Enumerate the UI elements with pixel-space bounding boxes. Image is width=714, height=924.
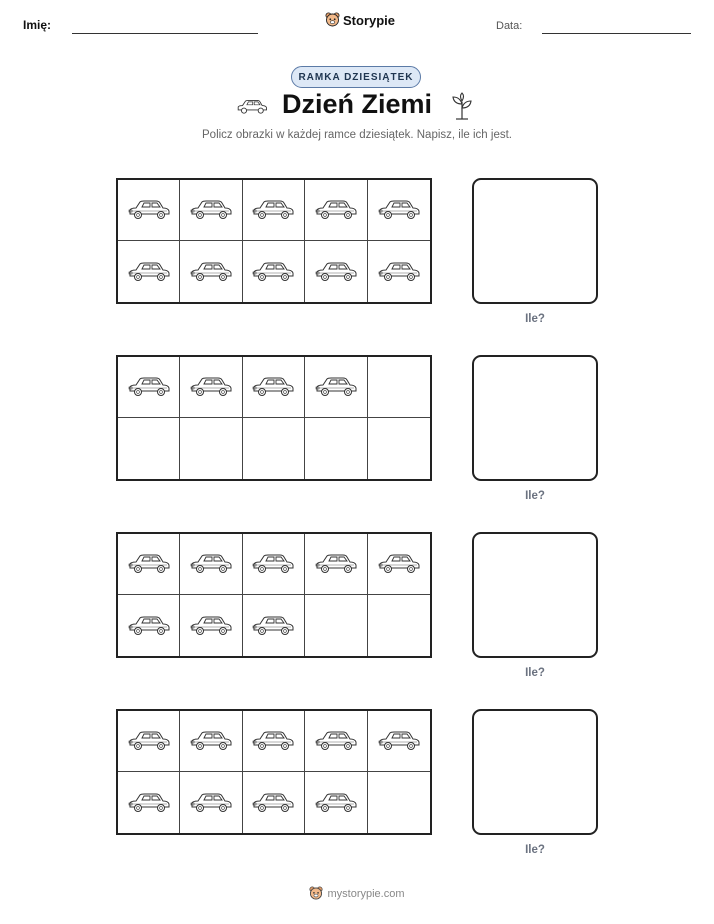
frame-cell: [305, 595, 367, 656]
car-icon: [314, 375, 358, 399]
question-label-2: Ile?: [525, 490, 545, 502]
frame-cell: [180, 711, 242, 772]
ten-frame-2: [116, 355, 432, 481]
answer-box-3[interactable]: [472, 532, 598, 658]
car-icon: [189, 552, 233, 576]
frame-cell: [368, 772, 430, 833]
car-icon: [251, 198, 295, 222]
footer-url: mystorypie.com: [327, 887, 405, 900]
car-icon: [314, 729, 358, 753]
car-icon: [127, 375, 171, 399]
frame-cell: [118, 772, 180, 833]
frame-cell: [305, 180, 367, 241]
car-icon: [127, 729, 171, 753]
car-icon: [314, 552, 358, 576]
date-field-line[interactable]: [542, 33, 691, 34]
answer-box-4[interactable]: [472, 709, 598, 835]
frame-cell: [243, 180, 305, 241]
frame-cell: [368, 534, 430, 595]
frame-cell: [118, 180, 180, 241]
frame-cell: [305, 534, 367, 595]
frame-cell: [180, 772, 242, 833]
car-icon: [251, 260, 295, 284]
frame-cell: [243, 534, 305, 595]
question-label-3: Ile?: [525, 667, 545, 679]
car-icon: [189, 198, 233, 222]
page-title: Dzień Ziemi: [281, 89, 433, 119]
bear-logo-icon: [325, 12, 340, 28]
frame-cell: [305, 418, 367, 479]
car-icon: [189, 614, 233, 638]
ten-frame-4: [116, 709, 432, 835]
car-icon: [377, 198, 421, 222]
frame-cell: [180, 418, 242, 479]
car-icon: [377, 729, 421, 753]
frame-cell: [243, 241, 305, 302]
frame-cell: [305, 772, 367, 833]
seedling-icon: [450, 92, 474, 120]
car-icon: [251, 552, 295, 576]
car-icon: [127, 260, 171, 284]
frame-cell: [368, 418, 430, 479]
frame-cell: [243, 357, 305, 418]
car-icon: [251, 791, 295, 815]
car-icon: [314, 260, 358, 284]
frame-cell: [118, 595, 180, 656]
car-icon: [127, 791, 171, 815]
car-icon: [189, 791, 233, 815]
frame-cell: [180, 241, 242, 302]
car-icon: [189, 375, 233, 399]
frame-cell: [368, 241, 430, 302]
car-icon: [189, 260, 233, 284]
frame-cell: [305, 711, 367, 772]
frame-cell: [180, 357, 242, 418]
worksheet-type-badge: RAMKA DZIESIĄTEK: [291, 66, 421, 88]
brand-name: Storypie: [343, 12, 396, 28]
car-icon: [127, 614, 171, 638]
car-icon: [127, 552, 171, 576]
name-label: Imię:: [23, 18, 52, 32]
frame-cell: [118, 711, 180, 772]
ten-frame-1: [116, 178, 432, 304]
car-icon: [251, 614, 295, 638]
frame-cell: [368, 595, 430, 656]
ten-frame-3: [116, 532, 432, 658]
frame-cell: [118, 241, 180, 302]
frame-cell: [243, 418, 305, 479]
frame-cell: [180, 595, 242, 656]
car-icon: [377, 260, 421, 284]
footer: [0, 886, 714, 901]
question-label-1: Ile?: [525, 313, 545, 325]
frame-cell: [368, 357, 430, 418]
frame-cell: [180, 534, 242, 595]
frame-cell: [243, 711, 305, 772]
car-icon: [377, 552, 421, 576]
frame-cell: [118, 418, 180, 479]
car-icon: [127, 198, 171, 222]
frame-cell: [243, 595, 305, 656]
bear-logo-icon: [309, 886, 323, 901]
frame-cell: [118, 357, 180, 418]
name-field-line[interactable]: [72, 33, 258, 34]
brand-logo: [325, 12, 395, 28]
instructions: Policz obrazki w każdej ramce dziesiątek. Napisz, ile ich jest.: [202, 129, 512, 141]
frame-cell: [368, 180, 430, 241]
frame-cell: [305, 357, 367, 418]
date-label: Data:: [496, 20, 523, 32]
frame-cell: [368, 711, 430, 772]
frame-cell: [305, 241, 367, 302]
car-icon: [251, 729, 295, 753]
car-icon: [251, 375, 295, 399]
car-icon: [189, 729, 233, 753]
car-icon: [314, 198, 358, 222]
question-label-4: Ile?: [525, 844, 545, 856]
frame-cell: [118, 534, 180, 595]
car-icon: [314, 791, 358, 815]
answer-box-1[interactable]: [472, 178, 598, 304]
frame-cell: [243, 772, 305, 833]
frame-cell: [180, 180, 242, 241]
answer-box-2[interactable]: [472, 355, 598, 481]
